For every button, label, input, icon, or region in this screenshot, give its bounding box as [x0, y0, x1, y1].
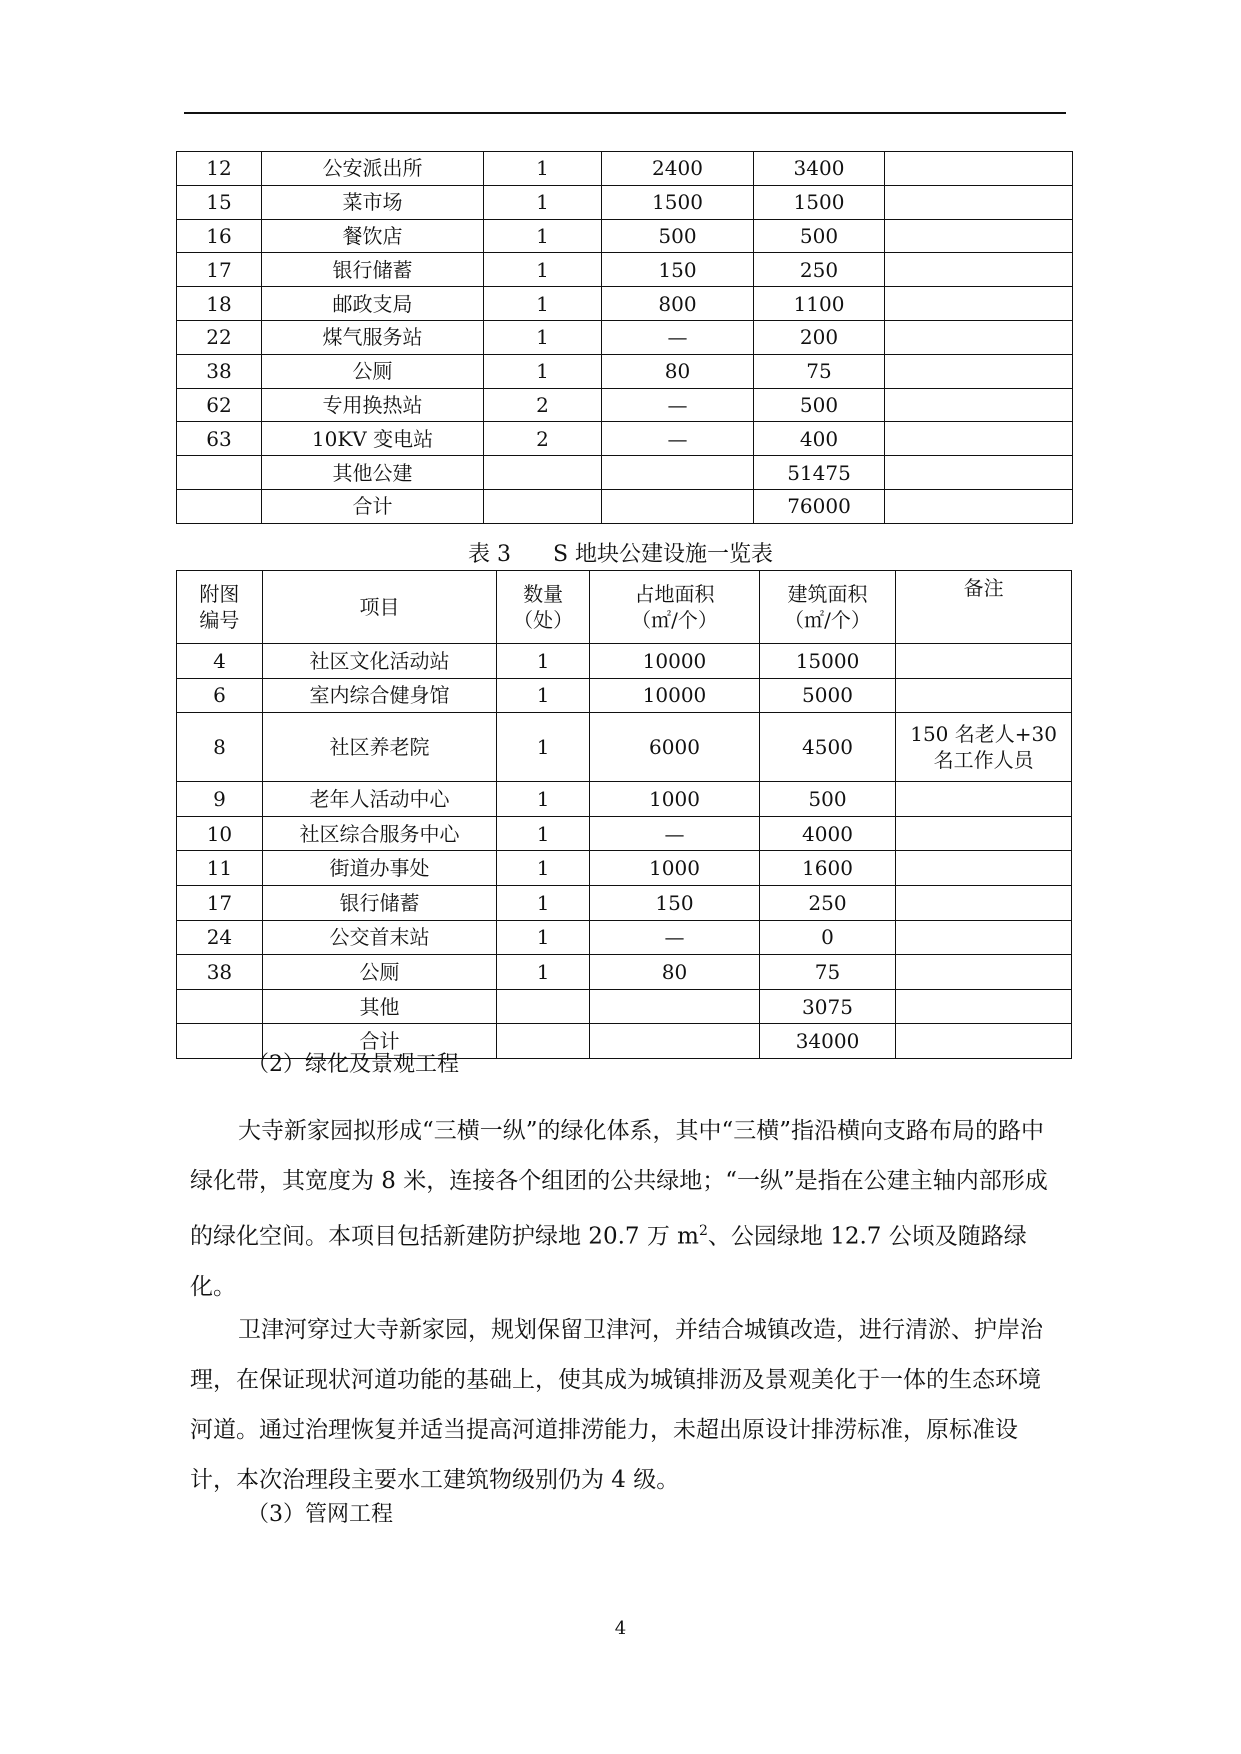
table-cell: 1 — [497, 678, 590, 713]
header-figure-number: 附图 编号 — [177, 571, 263, 644]
table-cell: 15 — [177, 185, 262, 219]
table-cell: 10KV 变电站 — [262, 422, 484, 456]
table-cell: 12 — [177, 152, 262, 186]
table-cell — [896, 885, 1072, 920]
table-cell: 150 — [590, 885, 760, 920]
table-row — [177, 885, 1072, 920]
table-cell: 煤气服务站 — [262, 320, 484, 354]
table-row — [177, 185, 1073, 219]
table-row — [177, 320, 1073, 354]
table-cell: 1 — [484, 253, 602, 287]
table-cell: 公安派出所 — [262, 152, 484, 186]
table-cell: 17 — [177, 885, 263, 920]
table-cell: 社区文化活动站 — [262, 644, 496, 679]
table-cell — [896, 989, 1072, 1024]
table-cell — [590, 1024, 760, 1059]
table-row — [177, 287, 1073, 321]
table-cell — [896, 955, 1072, 990]
header-item: 项目 — [262, 571, 496, 644]
table-cell: 1500 — [754, 185, 885, 219]
table-row — [177, 456, 1073, 490]
table-cell: 银行储蓄 — [262, 253, 484, 287]
table-cell: 公厕 — [262, 955, 496, 990]
table-row — [177, 816, 1072, 851]
table-cell: 1 — [497, 713, 590, 782]
header-land-area: 占地面积 （㎡/个） — [590, 571, 760, 644]
table-row — [177, 152, 1073, 186]
table-cell: 1 — [497, 782, 590, 817]
table-cell — [896, 678, 1072, 713]
table-cell: 专用换热站 — [262, 388, 484, 422]
table-cell — [484, 456, 602, 490]
table-cell: 4500 — [759, 713, 895, 782]
table-cell: 1000 — [590, 851, 760, 886]
table-cell — [885, 219, 1073, 253]
table-cell: 4000 — [759, 816, 895, 851]
table-cell — [885, 354, 1073, 388]
table-cell — [896, 644, 1072, 679]
table-cell — [885, 287, 1073, 321]
page-number: 4 — [614, 1618, 627, 1639]
table-cell: — — [590, 920, 760, 955]
table-cell: 1600 — [759, 851, 895, 886]
table-cell: 菜市场 — [262, 185, 484, 219]
table3-caption-title: S 地块公建设施一览表 — [552, 542, 774, 567]
table-cell: 8 — [177, 713, 263, 782]
table-cell: 3400 — [754, 152, 885, 186]
table-cell — [177, 989, 263, 1024]
table-cell — [497, 989, 590, 1024]
table-cell: 150 名老人+30 名工作人员 — [896, 713, 1072, 782]
table-cell: 250 — [759, 885, 895, 920]
table-row — [177, 644, 1072, 679]
table-cell — [177, 489, 262, 523]
table-cell — [484, 489, 602, 523]
table-cell: 24 — [177, 920, 263, 955]
table-cell: 室内综合健身馆 — [262, 678, 496, 713]
table-cell: 其他 — [262, 989, 496, 1024]
table-cell: 老年人活动中心 — [262, 782, 496, 817]
table-cell: 1 — [497, 885, 590, 920]
table-cell: 1 — [497, 955, 590, 990]
table-cell: 街道办事处 — [262, 851, 496, 886]
header-building-area: 建筑面积 （㎡/个） — [759, 571, 895, 644]
table-cell: 1 — [484, 152, 602, 186]
table-cell: 18 — [177, 287, 262, 321]
table-cell: 1 — [484, 354, 602, 388]
table-row — [177, 713, 1072, 782]
table-cell: 51475 — [754, 456, 885, 490]
table-cell: 1500 — [602, 185, 754, 219]
header-rule — [184, 112, 1066, 114]
table-cell: 17 — [177, 253, 262, 287]
header-remarks: 备注 — [896, 571, 1072, 644]
table-cell: 1100 — [754, 287, 885, 321]
table-cell — [885, 320, 1073, 354]
table-cell: 38 — [177, 955, 263, 990]
table-cell: 公厕 — [262, 354, 484, 388]
table-cell: 3075 — [759, 989, 895, 1024]
table-row — [177, 388, 1073, 422]
table-cell: 11 — [177, 851, 263, 886]
table-cell: 1 — [497, 816, 590, 851]
table-cell: 社区综合服务中心 — [262, 816, 496, 851]
table-cell: 15000 — [759, 644, 895, 679]
table-row — [177, 678, 1072, 713]
table-cell: 200 — [754, 320, 885, 354]
table-cell: 其他公建 — [262, 456, 484, 490]
table-cell: 10 — [177, 816, 263, 851]
table-row — [177, 920, 1072, 955]
table-cell: 10000 — [590, 644, 760, 679]
table-cell: 500 — [602, 219, 754, 253]
table-cell: 38 — [177, 354, 262, 388]
table-cell — [590, 989, 760, 1024]
table-cell: 63 — [177, 422, 262, 456]
table-cell: 34000 — [759, 1024, 895, 1059]
table-cell: 社区养老院 — [262, 713, 496, 782]
section2-heading: （2）绿化及景观工程 — [247, 1052, 459, 1077]
table-cell: 75 — [754, 354, 885, 388]
table-row — [177, 354, 1073, 388]
table-cell: 62 — [177, 388, 262, 422]
table-cell: 800 — [602, 287, 754, 321]
table-row — [177, 955, 1072, 990]
table-cell — [602, 456, 754, 490]
table-cell: 6000 — [590, 713, 760, 782]
table-cell: 公交首末站 — [262, 920, 496, 955]
table-cell: 1 — [497, 851, 590, 886]
table-cell: 餐饮店 — [262, 219, 484, 253]
table-row — [177, 782, 1072, 817]
section2-paragraph-1: 大寺新家园拟形成“三横一纵”的绿化体系，其中“三横”指沿横向支路布局的路中绿化带，其宽度为 8 米，连接各个组团的公共绿地；“一纵”是指在公建主轴内部形成的绿化空间。本项目包括新建防护绿地 20.7 万 $m^2$、公园绿地 12.7 公顷及随路绿化。 — [190, 1118, 1048, 1300]
table-cell — [885, 489, 1073, 523]
table-cell: 2 — [484, 422, 602, 456]
table-cell: 22 — [177, 320, 262, 354]
table-cell — [885, 422, 1073, 456]
table-cell: 1 — [484, 219, 602, 253]
table-cell — [885, 253, 1073, 287]
table-cell — [885, 388, 1073, 422]
table-cell: 1 — [484, 287, 602, 321]
table-cell: 76000 — [754, 489, 885, 523]
table-cell: 1 — [497, 920, 590, 955]
s-block-facilities-table — [176, 570, 1072, 1059]
table-cell: 500 — [754, 219, 885, 253]
table-cell: 150 — [602, 253, 754, 287]
table-cell: 银行储蓄 — [262, 885, 496, 920]
table-cell: — — [590, 816, 760, 851]
table-cell: 16 — [177, 219, 262, 253]
table-cell: 250 — [754, 253, 885, 287]
table-cell — [896, 782, 1072, 817]
table-cell: 4 — [177, 644, 263, 679]
table-row — [177, 989, 1072, 1024]
table-cell — [885, 152, 1073, 186]
table-cell: 6 — [177, 678, 263, 713]
table-cell — [896, 920, 1072, 955]
header-quantity: 数量 （处） — [497, 571, 590, 644]
table3-caption-label: 表 3 — [467, 542, 511, 567]
section3-heading: （3）管网工程 — [247, 1502, 393, 1527]
table-cell: 5000 — [759, 678, 895, 713]
table-row — [177, 219, 1073, 253]
table-cell: 1 — [484, 185, 602, 219]
table-cell: 80 — [602, 354, 754, 388]
table-cell: — — [602, 388, 754, 422]
table-cell — [497, 1024, 590, 1059]
table-cell — [896, 851, 1072, 886]
table-cell: 1000 — [590, 782, 760, 817]
table-row — [177, 422, 1073, 456]
table-cell — [896, 1024, 1072, 1059]
table-cell: — — [602, 320, 754, 354]
table-row — [177, 253, 1073, 287]
table3-caption — [0, 537, 1241, 568]
table-row — [177, 489, 1073, 523]
table-cell: 合计 — [262, 489, 484, 523]
table-cell: 1 — [497, 644, 590, 679]
table-cell: 邮政支局 — [262, 287, 484, 321]
table-cell: 2 — [484, 388, 602, 422]
table-cell: 合计 — [262, 1024, 496, 1059]
table-cell: 80 — [590, 955, 760, 990]
table-cell: 1 — [484, 320, 602, 354]
table-cell: 0 — [759, 920, 895, 955]
table-cell: — — [602, 422, 754, 456]
table-cell — [885, 185, 1073, 219]
table-cell: 75 — [759, 955, 895, 990]
facilities-table-continued — [176, 151, 1073, 524]
table-cell: 2400 — [602, 152, 754, 186]
table-row — [177, 851, 1072, 886]
table-cell: 500 — [759, 782, 895, 817]
table-cell: 500 — [754, 388, 885, 422]
table3-header-row — [177, 571, 1072, 644]
table-cell: 9 — [177, 782, 263, 817]
table-cell — [602, 489, 754, 523]
table-cell — [896, 816, 1072, 851]
table-cell — [177, 456, 262, 490]
table-cell: 10000 — [590, 678, 760, 713]
table-cell — [885, 456, 1073, 490]
table-cell: 400 — [754, 422, 885, 456]
section2-paragraph-2: 卫津河穿过大寺新家园，规划保留卫津河，并结合城镇改造，进行清淤、护岸治理，在保证现状河道功能的基础上，使其成为城镇排沥及景观美化于一体的生态环境河道。通过治理恢复并适当提高河道排涝能力，未超出原设计排涝标准，原标准设计，本次治理段主要水工建筑物级别仍为 4 级。 — [190, 1317, 1043, 1493]
